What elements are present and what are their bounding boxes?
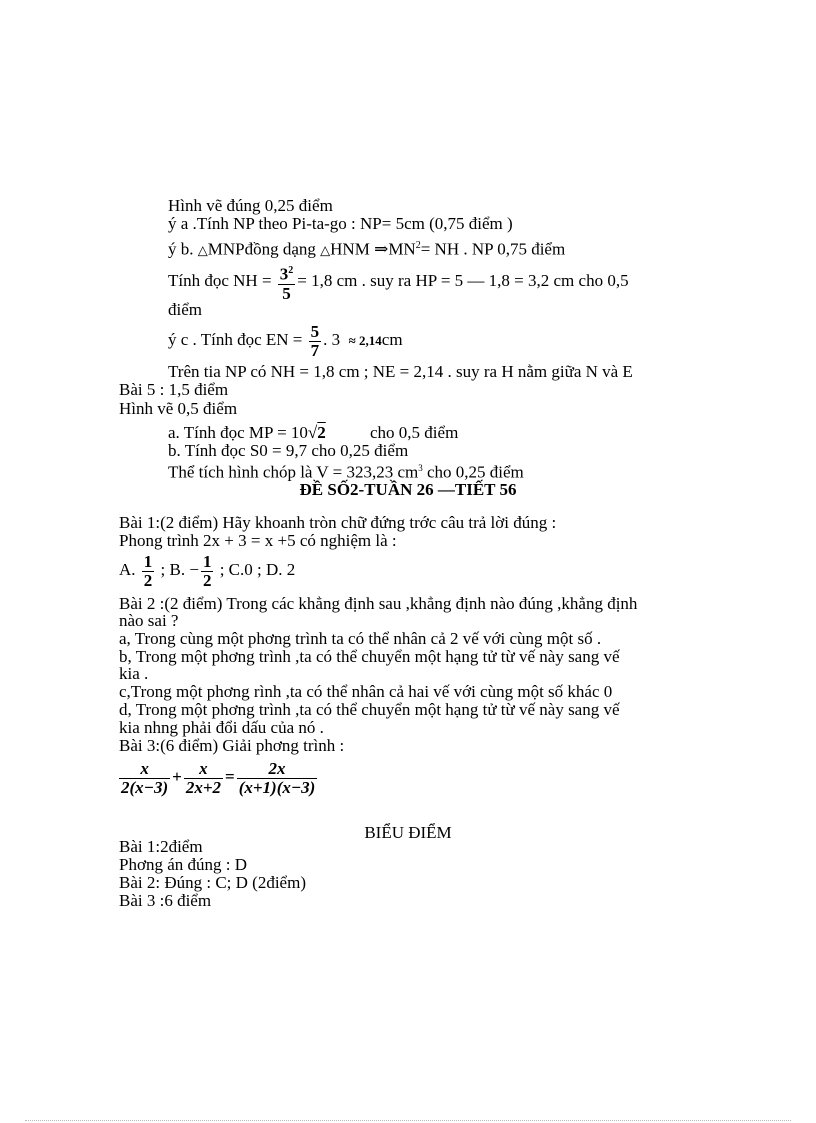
denominator: 2 <box>143 570 153 590</box>
denominator: 7 <box>310 340 320 360</box>
numerator: 3 <box>279 264 289 284</box>
text-fragment: = 1,8 cm . suy ra HP = 5 — 1,8 = 3,2 cm cho 0,5 <box>297 271 629 291</box>
superscript: 2 <box>415 240 421 251</box>
fraction: $\frac{3^2}{5}$ <box>278 262 296 303</box>
option-a-label: A. <box>119 560 136 579</box>
denominator: 5 <box>282 283 291 303</box>
text-fragment: ý b. <box>168 239 194 259</box>
numerator: 1 <box>202 551 212 571</box>
text-line: c,Trong một phơng rình ,ta có thể nhân cả hai vế với cùng một số khác 0 <box>119 682 613 701</box>
text-fragment: ý c . Tính đọc EN = <box>168 330 303 349</box>
text-fragment: Tính đọc NH = <box>168 271 272 291</box>
text-fragment: cho 0,25 điểm <box>426 462 524 482</box>
text-line: Phong trình 2x + 3 = x +5 có nghiệm là : <box>119 531 397 550</box>
numerator: 5 <box>310 321 320 341</box>
option-b-label: ; B. − <box>160 560 199 579</box>
text-fragment: . 3 <box>323 330 341 349</box>
answer-options <box>119 552 295 590</box>
denominator: 2x+2 <box>185 777 221 797</box>
fraction <box>184 760 223 797</box>
text-fragment: MNPđồng dạng <box>207 239 316 259</box>
denominator: 2 <box>202 570 212 590</box>
text-fragment: = NH . NP 0,75 điểm <box>420 239 566 259</box>
text-line: kia nhng phải đổi dấu của nó . <box>119 718 324 737</box>
text-line: Bài 2 :(2 điểm) Trong các khẳng định sau ,khẳng định nào đúng ,khẳng định <box>119 594 638 613</box>
fraction <box>237 760 318 797</box>
text-line <box>168 236 565 261</box>
text-fragment: Thể tích hình chóp là V = 323,23 cm <box>168 462 419 482</box>
fraction <box>119 760 170 797</box>
text-line: nào sai ? <box>119 611 179 630</box>
text-line: Bài 1:2điểm <box>119 837 203 856</box>
text-line: Phơng án đúng : D <box>119 855 247 874</box>
triangle-icon: △ <box>320 242 331 258</box>
numerator: 1 <box>143 551 153 571</box>
fraction <box>309 323 322 360</box>
exam-title: ĐỀ SỐ2-TUẦN 26 —TIẾT 56 <box>299 480 517 499</box>
triangle-icon: △ <box>197 242 208 258</box>
text-fragment: cm <box>381 330 403 349</box>
text-line: điểm <box>168 300 202 319</box>
superscript: 3 <box>418 463 423 473</box>
operator: + <box>172 767 182 786</box>
equation <box>117 758 319 797</box>
text-line: Bài 2: Đúng : C; D (2điểm) <box>119 873 306 892</box>
text-line <box>168 423 458 443</box>
text-line: Trên tia NP có NH = 1,8 cm ; NE = 2,14 . suy ra H nằm giữa N và E <box>168 362 633 381</box>
text-line: Hình vẽ đúng 0,25 điểm <box>168 196 333 215</box>
page-bottom-divider <box>25 1120 791 1121</box>
fraction <box>142 553 155 590</box>
denominator: (x+1)(x−3) <box>238 777 316 797</box>
text-fragment: a. Tính đọc MP = 10 <box>168 423 308 442</box>
approx-value: ≈ 2,14 <box>348 333 382 348</box>
text-line: b, Trong một phơng trình ,ta có thể chuyển một hạng tử từ vế này sang vế <box>119 647 620 666</box>
text-line <box>168 458 524 483</box>
text-line: ý a .Tính NP theo Pi-ta-go : NP= 5cm (0,75 điểm ) <box>168 214 513 233</box>
denominator: 2(x−3) <box>121 777 169 797</box>
text-line: b. Tính đọc S0 = 9,7 cho 0,25 điểm <box>168 441 409 460</box>
option-rest: ; C.0 ; D. 2 <box>219 560 296 579</box>
text-line: Bài 3:(6 điểm) Giải phơng trình : <box>119 736 345 755</box>
grading-title: BIỂU ĐIỂM <box>364 823 452 842</box>
text-line: a, Trong cùng một phơng trình ta có thể nhân cả 2 vế với cùng một số . <box>119 629 602 648</box>
text-line <box>168 322 403 360</box>
text-line: Hình vẽ 0,5 điểm <box>119 399 238 418</box>
text-line: kia . <box>119 664 149 683</box>
text-line: Bài 1:(2 điểm) Hãy khoanh tròn chữ đứng trớc câu trả lời đúng : <box>119 513 557 532</box>
text-fragment: cho 0,5 điểm <box>370 423 459 442</box>
numerator: 2x <box>237 760 318 779</box>
text-line: Bài 5 : 1,5 điểm <box>119 380 229 399</box>
fraction <box>201 553 214 590</box>
text-fragment: HNM ⇒MN <box>330 239 416 259</box>
sqrt: √2 <box>307 423 326 442</box>
numerator: x <box>119 760 170 779</box>
numerator: x <box>184 760 223 779</box>
text-line <box>168 262 629 303</box>
text-line: Bài 3 :6 điểm <box>119 891 212 910</box>
operator: = <box>225 767 235 786</box>
text-line: d, Trong một phơng trình ,ta có thể chuyển một hạng tử từ vế này sang vế <box>119 700 620 719</box>
